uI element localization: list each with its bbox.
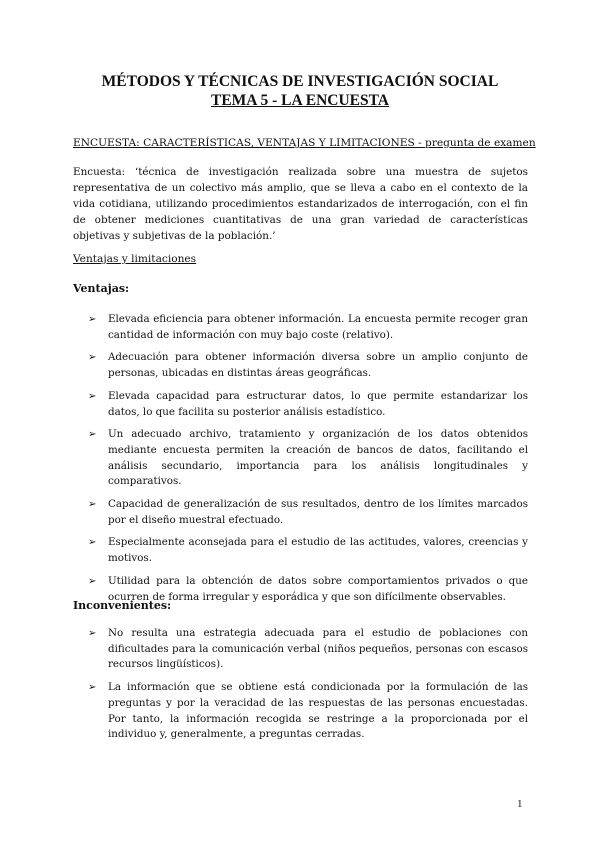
list-item-text: No resulta una estrategia adecuada para el estudio de poblaciones con dificultades para la comunicación verbal (niños pequeños, personas con escasos recursos lingüísticos).: [108, 627, 528, 671]
definition-paragraph: Encuesta: ‘técnica de investigación realizada sobre una muestra de sujetos representativa de un colectivo más amplio, que se lleva a cabo en el contexto de la vida cotidiana, utilizando procedimientos estandarizados de interrogación, con el fin de obtener mediciones cuantitativas de una gran variedad de características objetivas y subjetivas de la población.’: [73, 166, 528, 242]
document-subtitle: TEMA 5 - LA ENCUESTA: [211, 92, 389, 109]
list-item: [88, 497, 528, 528]
arrow-bullet-icon: ➢: [88, 314, 97, 325]
list-item-text: Un adecuado archivo, tratamiento y organización de los datos obtenidos mediante encuesta permiten la creación de bancos de datos, facilitando el análisis secundario, importancia para los análisis longitudinales y comparativos.: [108, 428, 528, 488]
list-item: [88, 535, 528, 566]
arrow-bullet-icon: ➢: [88, 390, 97, 402]
arrow-bullet-icon: ➢: [88, 352, 97, 364]
list-item-text: Especialmente aconsejada para el estudio de las actitudes, valores, creencias y motivos.: [108, 536, 528, 565]
list-item-text: Utilidad para la obtención de datos sobre comportamientos privados o que ocurren de forma irregular y esporádica y que son difícilmente observables.: [108, 574, 528, 603]
list-item: [88, 350, 528, 381]
arrow-bullet-icon: ➢: [88, 575, 97, 587]
list-item: [88, 312, 528, 343]
list-item: [88, 626, 528, 673]
list-item: [88, 427, 528, 490]
inconvenientes-list: [88, 626, 528, 750]
arrow-bullet-icon: ➢: [88, 628, 97, 639]
ventajas-list: [88, 312, 528, 612]
inconvenientes-heading: Inconvenientes:: [73, 599, 172, 612]
list-item: [88, 680, 528, 743]
subheading-ventajas-limitaciones: Ventajas y limitaciones: [73, 253, 197, 265]
section-heading: ENCUESTA: CARACTERÍSTICAS, VENTAJAS Y LIMITACIONES - pregunta de examen: [73, 137, 536, 149]
arrow-bullet-icon: ➢: [88, 682, 97, 694]
arrow-bullet-icon: ➢: [88, 429, 97, 441]
ventajas-heading: Ventajas:: [73, 282, 130, 295]
list-item-text: La información que se obtiene está condicionada por la formulación de las preguntas y por la veracidad de las respuestas de las personas encuestadas. Por tanto, la información recogida se restringe a la proporcionada por el individuo y, generalmente, a preguntas cerradas.: [108, 681, 528, 741]
list-item: [88, 389, 528, 420]
document-title: MÉTODOS Y TÉCNICAS DE INVESTIGACIÓN SOCIAL: [101, 73, 499, 90]
arrow-bullet-icon: ➢: [88, 499, 97, 511]
list-item-text: Elevada capacidad para estructurar datos, lo que permite estandarizar los datos, lo que facilita su posterior análisis estadístico.: [108, 389, 528, 418]
list-item-text: Capacidad de generalización de sus resultados, dentro de los límites marcados por el diseño muestral efectuado.: [108, 498, 528, 526]
list-item-text: Adecuación para obtener información diversa sobre un amplio conjunto de personas, ubicadas en distintas áreas geográficas.: [108, 351, 528, 380]
list-item-text: Elevada eficiencia para obtener información. La encuesta permite recoger gran cantidad de información con muy bajo coste (relativo).: [108, 313, 528, 341]
arrow-bullet-icon: ➢: [88, 537, 97, 549]
page-number: 1: [517, 798, 523, 810]
